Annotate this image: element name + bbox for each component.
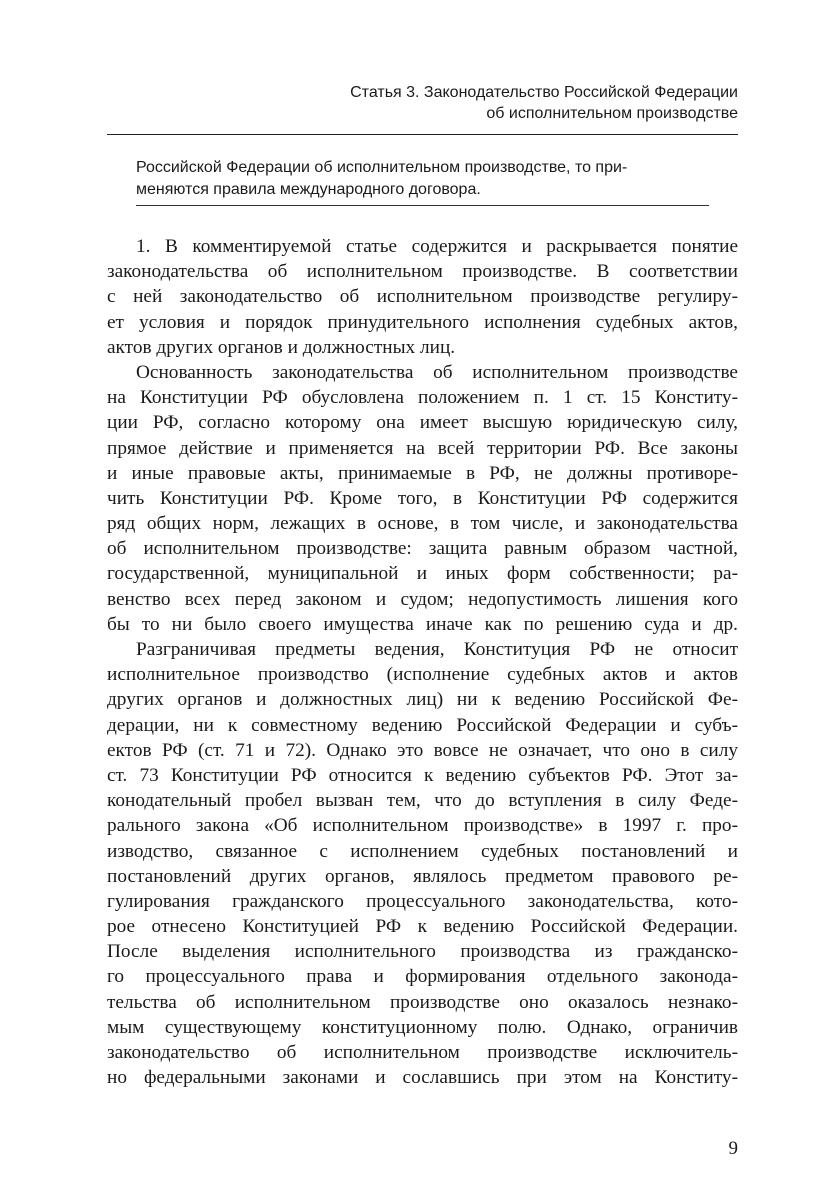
body-line: на Конституции РФ обусловлена положением п. 1 ст. 15 Конститу- <box>107 387 738 409</box>
page-number: 9 <box>728 1138 738 1159</box>
body-line: изводство, связанное с исполнением судебных постановлений и <box>107 840 738 862</box>
body-line: ет условия и порядок принудительного исполнения судебных актов, <box>107 311 738 333</box>
body-line: законодательство об исполнительном производстве исключитель- <box>107 1042 738 1063</box>
body-line: конодательный пробел вызван тем, что до вступления в силу Феде- <box>107 790 738 812</box>
article-excerpt <box>136 157 709 201</box>
body-line: рое отнесено Конституцией РФ к ведению Российской Федерации. <box>107 916 738 938</box>
body-line: тельства об исполнительном производстве оно оказалось незнако- <box>107 991 738 1013</box>
body-line: После выделения исполнительного производства из гражданско- <box>107 941 738 963</box>
body-line: ряд общих норм, лежащих в основе, в том числе, и законодательства <box>107 513 738 535</box>
body-line: исполнительное производство (исполнение судебных актов и актов <box>107 664 738 686</box>
body-line: ции РФ, согласно которому она имеет высшую юридическую силу, <box>107 412 738 434</box>
body-line: го процессуального права и формирования отдельного законода- <box>107 966 738 988</box>
body-line: чить Конституции РФ. Кроме того, в Конституции РФ содержится <box>107 487 738 509</box>
body-line: об исполнительном производстве: защита равным образом частной, <box>107 538 738 560</box>
body-line: мым существующему конституционному полю. Однако, ограничив <box>107 1016 738 1038</box>
body-line: рального закона «Об исполнительном производстве» в 1997 г. про- <box>107 815 738 837</box>
excerpt-rule <box>136 205 709 206</box>
body-line: постановлений других органов, являлось предметом правового ре- <box>107 865 738 887</box>
body-line: 1. В комментируемой статье содержится и раскрывается понятие <box>136 236 738 257</box>
body-line: других органов и должностных лиц) ни к ведению Российской Фе- <box>107 689 738 711</box>
excerpt-line: Российской Федерации об исполнительном производстве, то при- <box>136 159 628 176</box>
body-line: Основанность законодательства об исполнительном производстве <box>136 361 738 383</box>
body-line: актов других органов и должностных лиц. <box>107 336 456 358</box>
body-line: Разграничивая предметы ведения, Конституция РФ не относит <box>136 639 738 660</box>
header-rule <box>107 134 738 135</box>
body-line: венство всех перед законом и судом; недопустимость лишения кого <box>107 588 738 610</box>
body-line: законодательства об исполнительном производстве. В соответствии <box>107 261 738 283</box>
running-head-line-2: об исполнительном производстве <box>486 105 738 122</box>
commentary-body <box>107 234 738 1090</box>
body-line: гулирования гражданского процессуального законодательства, кото- <box>107 890 738 912</box>
body-line: с ней законодательство об исполнительном производстве регулиру- <box>107 286 738 308</box>
body-line: бы то ни было своего имущества иначе как по решению суда и др. <box>107 613 738 635</box>
body-line: ст. 73 Конституции РФ относится к ведению субъектов РФ. Этот за- <box>107 764 738 786</box>
body-line: прямое действие и применяется на всей территории РФ. Все законы <box>107 437 738 459</box>
excerpt-line: меняются правила международного договора. <box>136 181 481 198</box>
running-head-line-1: Статья 3. Законодательство Российской Федерации <box>350 84 738 101</box>
body-line: дерации, ни к совместному ведению Российской Федерации и субъ- <box>107 714 738 736</box>
body-line: и иные правовые акты, принимаемые в РФ, не должны противоре- <box>107 462 738 484</box>
body-line: государственной, муниципальной и иных форм собственности; ра- <box>107 563 738 585</box>
running-head <box>178 82 738 124</box>
body-line: но федеральными законами и сославшись при этом на Конститу- <box>107 1067 738 1089</box>
body-line: ектов РФ (ст. 71 и 72). Однако это вовсе не означает, что оно в силу <box>107 739 738 761</box>
